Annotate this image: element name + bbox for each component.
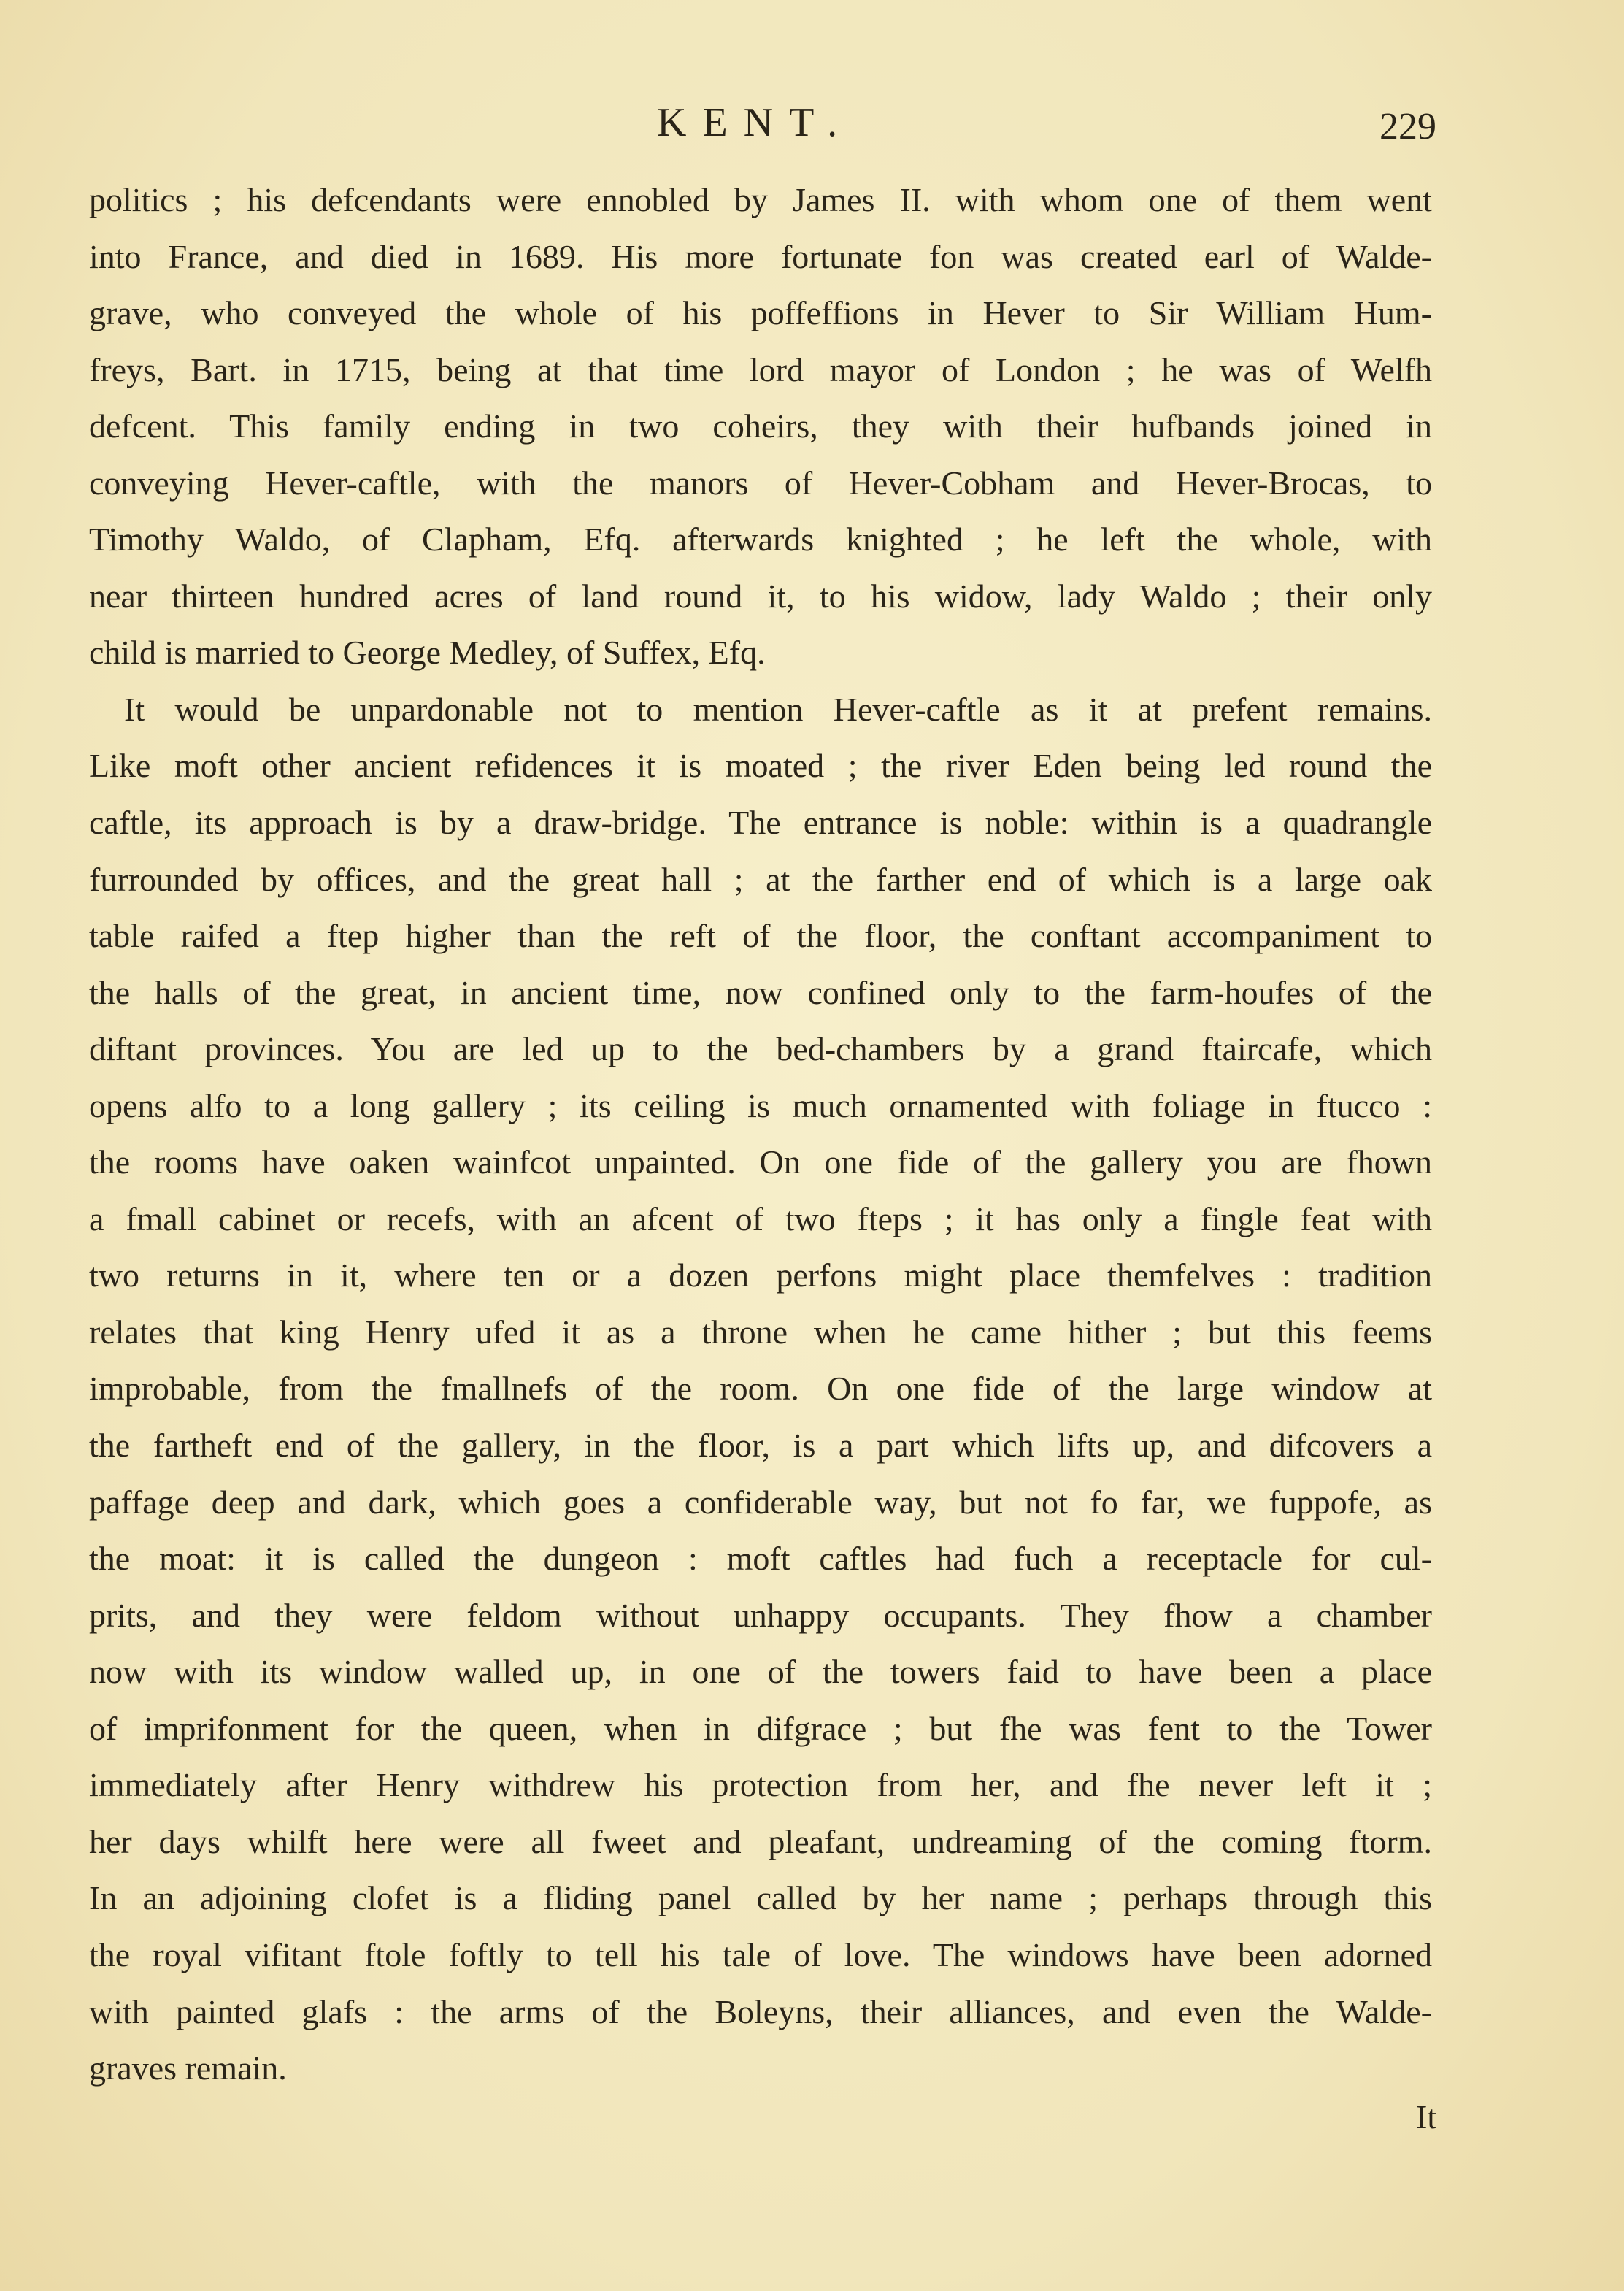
text-line: defcent. This family ending in two coheirs, they with their hufbands joined in — [89, 407, 1432, 445]
text-line: of imprifonment for the queen, when in difgrace ; but fhe was fent to the Tower — [89, 1709, 1432, 1747]
text-line: two returns in it, where ten or a dozen perfons might place themfelves : tradition — [89, 1256, 1432, 1294]
text-line: the halls of the great, in ancient time, now confined only to the farm-houfes of the — [89, 973, 1432, 1011]
text-line: caftle, its approach is by a draw-bridge. The entrance is noble: within is a quadrangle — [89, 804, 1432, 842]
text-line: near thirteen hundred acres of land round it, to his widow, lady Waldo ; their only — [89, 577, 1432, 615]
text-line: her days whilft here were all fweet and pleafant, undreaming of the coming ftorm. — [89, 1822, 1432, 1860]
text-line: graves remain. — [89, 2049, 287, 2087]
text-line: immediately after Henry withdrew his protection from her, and fhe never left it ; — [89, 1766, 1432, 1804]
text-line: improbable, from the fmallnefs of the room. On one fide of the large window at — [89, 1370, 1432, 1408]
text-line: relates that king Henry ufed it as a throne when he came hither ; but this feems — [89, 1313, 1432, 1351]
text-line: now with its window walled up, in one of the towers faid to have been a place — [89, 1653, 1432, 1691]
text-line: the fartheft end of the gallery, in the floor, is a part which lifts up, and difcovers a — [89, 1427, 1432, 1465]
text-line: paffage deep and dark, which goes a confiderable way, but not fo far, we fuppofe, as — [89, 1483, 1432, 1521]
text-line: into France, and died in 1689. His more fortunate fon was created earl of Walde- — [89, 237, 1432, 275]
text-line: furrounded by offices, and the great hall ; at the farther end of which is a large oak — [89, 860, 1432, 898]
text-line: In an adjoining clofet is a fliding panel called by her name ; perhaps through this — [89, 1879, 1432, 1917]
text-line: Like moft other ancient refidences it is moated ; the river Eden being led round the — [89, 747, 1432, 785]
text-line: the royal vifitant ftole foftly to tell his tale of love. The windows have been adorned — [89, 1935, 1432, 1973]
text-line: politics ; his defcendants were ennobled by James II. with whom one of them went — [89, 181, 1432, 218]
paragraph-start-line: It would be unpardonable not to mention Hever-caftle as it at prefent remains. — [124, 690, 1432, 728]
text-line: prits, and they were feldom without unhappy occupants. They fhow a chamber — [89, 1596, 1432, 1634]
text-line: conveying Hever-caftle, with the manors of Hever-Cobham and Hever-Brocas, to — [89, 464, 1432, 502]
text-line: Timothy Waldo, of Clapham, Efq. afterwards knighted ; he left the whole, with — [89, 521, 1432, 559]
text-line: freys, Bart. in 1715, being at that time lord mayor of London ; he was of Welfh — [89, 350, 1432, 388]
text-line: a fmall cabinet or recefs, with an afcent of two fteps ; it has only a fingle feat with — [89, 1200, 1432, 1237]
running-head — [0, 93, 1624, 152]
page-number: 229 — [1379, 106, 1436, 147]
text-line: table raifed a ftep higher than the reft of the floor, the conftant accompaniment to — [89, 917, 1432, 955]
text-line: the moat: it is called the dungeon : moft caftles had fuch a receptacle for cul- — [89, 1540, 1432, 1578]
catchword: It — [1416, 2098, 1437, 2135]
running-head-title: KENT. — [657, 100, 854, 145]
text-line: the rooms have oaken wainfcot unpainted. On one fide of the gallery you are fhown — [89, 1143, 1432, 1181]
text-line: grave, who conveyed the whole of his poffeffions in Hever to Sir William Hum- — [89, 294, 1432, 332]
text-line: with painted glafs : the arms of the Boleyns, their alliances, and even the Walde- — [89, 1992, 1432, 2030]
text-line: opens alfo to a long gallery ; its ceiling is much ornamented with foliage in ftucco : — [89, 1086, 1432, 1124]
text-line: diftant provinces. You are led up to the bed-chambers by a grand ftaircafe, which — [89, 1030, 1432, 1068]
body-text — [89, 172, 1432, 2097]
text-line: child is married to George Medley, of Suffex, Efq. — [89, 634, 766, 672]
